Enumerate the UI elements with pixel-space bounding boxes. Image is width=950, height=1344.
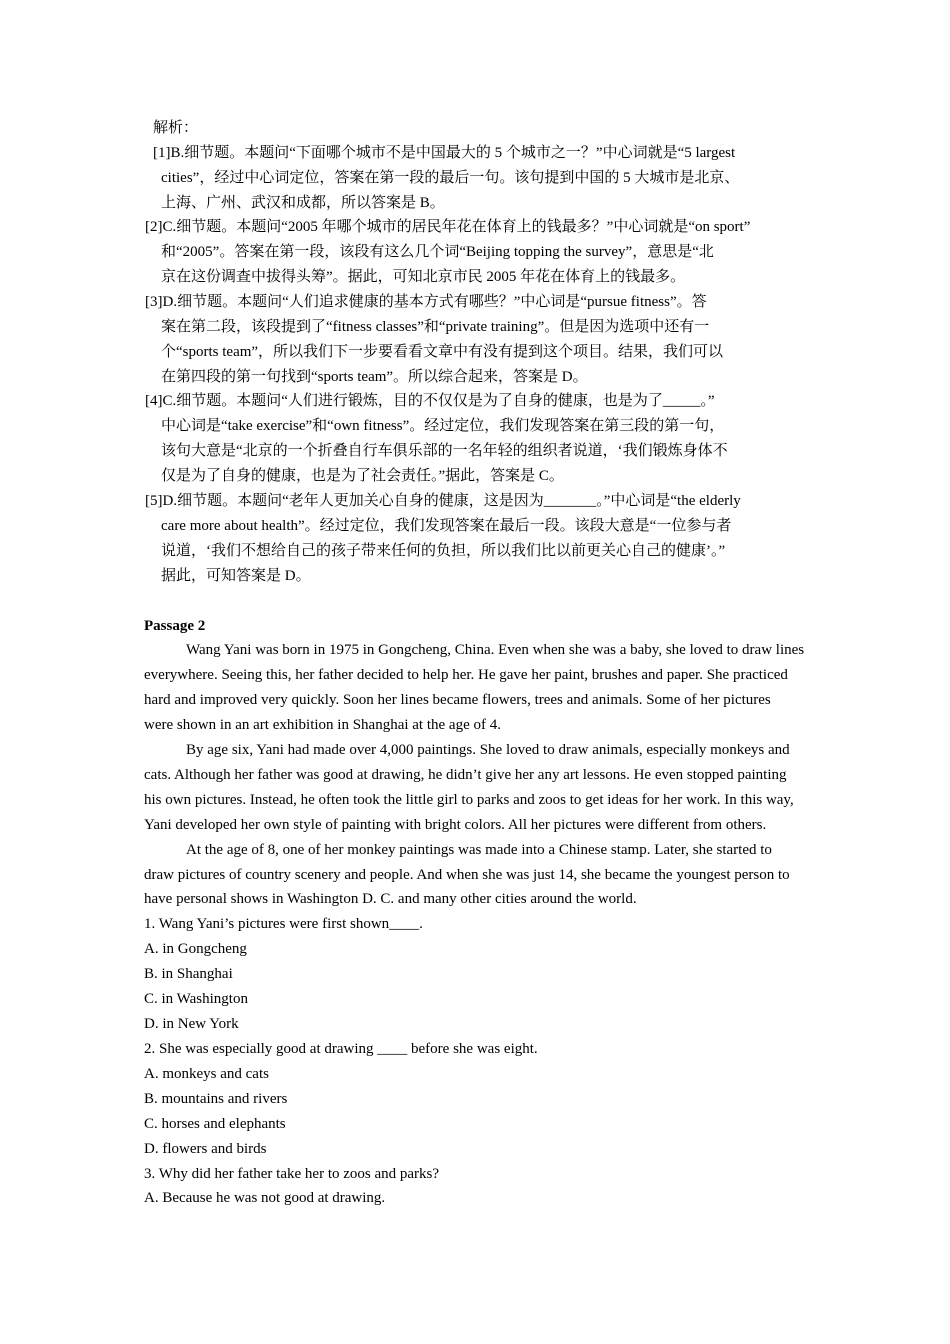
analysis-4-line-2: 中心词是“take exercise”和“own fitness”。经过定位，我们发现答案在第三段的第一句， (161, 418, 725, 434)
question-2-option-a: A. monkeys and cats (144, 1066, 269, 1082)
question-1-stem: 1. Wang Yani’s pictures were first shown____. (144, 916, 423, 932)
question-3-option-a: A. Because he was not good at drawing. (144, 1190, 386, 1206)
passage-p1-line-4: were shown in an art exhibition in Shanghai at the age of 4. (144, 717, 501, 733)
analysis-5-line-1: [5]D.细节题。本题问“老年人更加关心自身的健康，这是因为_______。”中心词是“the elderly (145, 493, 741, 509)
analysis-3-line-3: 个“sports team”，所以我们下一步要看看文章中有没有提到这个项目。结果，我们可以 (161, 344, 724, 360)
question-2-option-d: D. flowers and birds (144, 1141, 267, 1157)
analysis-2-line-2: 和“2005”。答案在第一段，该段有这么几个词“Beijing topping the survey”，意思是“北 (161, 244, 714, 260)
analysis-2-line-3: 京在这份调查中拔得头筹”。据此，可知北京市民 2005 年花在体育上的钱最多。 (161, 269, 686, 285)
analysis-4-line-1: [4]C.细节题。本题问“人们进行锻炼，目的不仅仅是为了自身的健康，也是为了_____。” (145, 393, 715, 409)
question-3-stem: 3. Why did her father take her to zoos and parks? (144, 1166, 440, 1182)
passage-p2-line-2: cats. Although her father was good at drawing, he didn’t give her any art lessons. He even stopped painting (144, 767, 787, 783)
analysis-5-line-2: care more about health”。经过定位，我们发现答案在最后一段。该段大意是“一位参与者 (161, 518, 732, 534)
passage-p2-line-1: By age six, Yani had made over 4,000 paintings. She loved to draw animals, especially monkeys and (186, 742, 790, 758)
analysis-1-line-3: 上海、广州、武汉和成都，所以答案是 B。 (161, 195, 445, 211)
question-2-stem: 2. She was especially good at drawing ____ before she was eight. (144, 1041, 538, 1057)
passage-p2-line-3: his own pictures. Instead, he often took the little girl to parks and zoos to get ideas for her work. In this way, (144, 792, 794, 808)
passage-p3-line-1: At the age of 8, one of her monkey paintings was made into a Chinese stamp. Later, she started to (186, 842, 772, 858)
question-1-option-d: D. in New York (144, 1016, 239, 1032)
analysis-3-line-4: 在第四段的第一句找到“sports team”。所以综合起来，答案是 D。 (161, 369, 588, 385)
question-1-option-b: B. in Shanghai (144, 966, 233, 982)
question-2-option-c: C. horses and elephants (144, 1116, 286, 1132)
analysis-4-line-3: 该句大意是“北京的一个折叠自行车俱乐部的一名年轻的组织者说道，‘我们锻炼身体不 (161, 443, 728, 459)
passage-p1-line-2: everywhere. Seeing this, her father decided to help her. He gave her paint, brushes and paper. She practiced (144, 667, 788, 683)
analysis-5-line-4: 据此，可知答案是 D。 (161, 568, 311, 584)
question-2-option-b: B. mountains and rivers (144, 1091, 288, 1107)
analysis-2-line-1: [2]C.细节题。本题问“2005 年哪个城市的居民年花在体育上的钱最多？”中心词就是“on sport” (145, 219, 751, 235)
passage-p2-line-4: Yani developed her own style of painting with bright colors. All her pictures were different from others. (144, 817, 767, 833)
analysis-1-line-1: [1]B.细节题。本题问“下面哪个城市不是中国最大的 5 个城市之一？”中心词就是“5 largest (153, 145, 736, 161)
passage-p3-line-3: have personal shows in Washington D. C. and many other cities around the world. (144, 891, 637, 907)
passage-p3-line-2: draw pictures of country scenery and people. And when she was just 14, she became the youngest person to (144, 867, 790, 883)
analysis-heading: 解析： (153, 120, 199, 136)
passage-title: Passage 2 (144, 618, 206, 634)
analysis-3-line-1: [3]D.细节题。本题问“人们追求健康的基本方式有哪些？”中心词是“pursue fitness”。答 (145, 294, 707, 310)
passage-p1-line-3: hard and improved very quickly. Soon her lines became flowers, trees and animals. Some of her pictures (144, 692, 771, 708)
passage-p1-line-1: Wang Yani was born in 1975 in Gongcheng, China. Even when she was a baby, she loved to draw lines (186, 642, 805, 658)
question-1-option-c: C. in Washington (144, 991, 248, 1007)
analysis-3-line-2: 案在第二段，该段提到了“fitness classes”和“private training”。但是因为选项中还有一 (161, 319, 710, 335)
analysis-4-line-4: 仅是为了自身的健康，也是为了社会责任。”据此，答案是 C。 (161, 468, 564, 484)
question-1-option-a: A. in Gongcheng (144, 941, 247, 957)
analysis-5-line-3: 说道，‘我们不想给自己的孩子带来任何的负担，所以我们比以前更关心自己的健康’。” (161, 543, 726, 559)
analysis-1-line-2: cities”，经过中心词定位，答案在第一段的最后一句。该句提到中国的 5 大城市是北京、 (161, 170, 740, 186)
